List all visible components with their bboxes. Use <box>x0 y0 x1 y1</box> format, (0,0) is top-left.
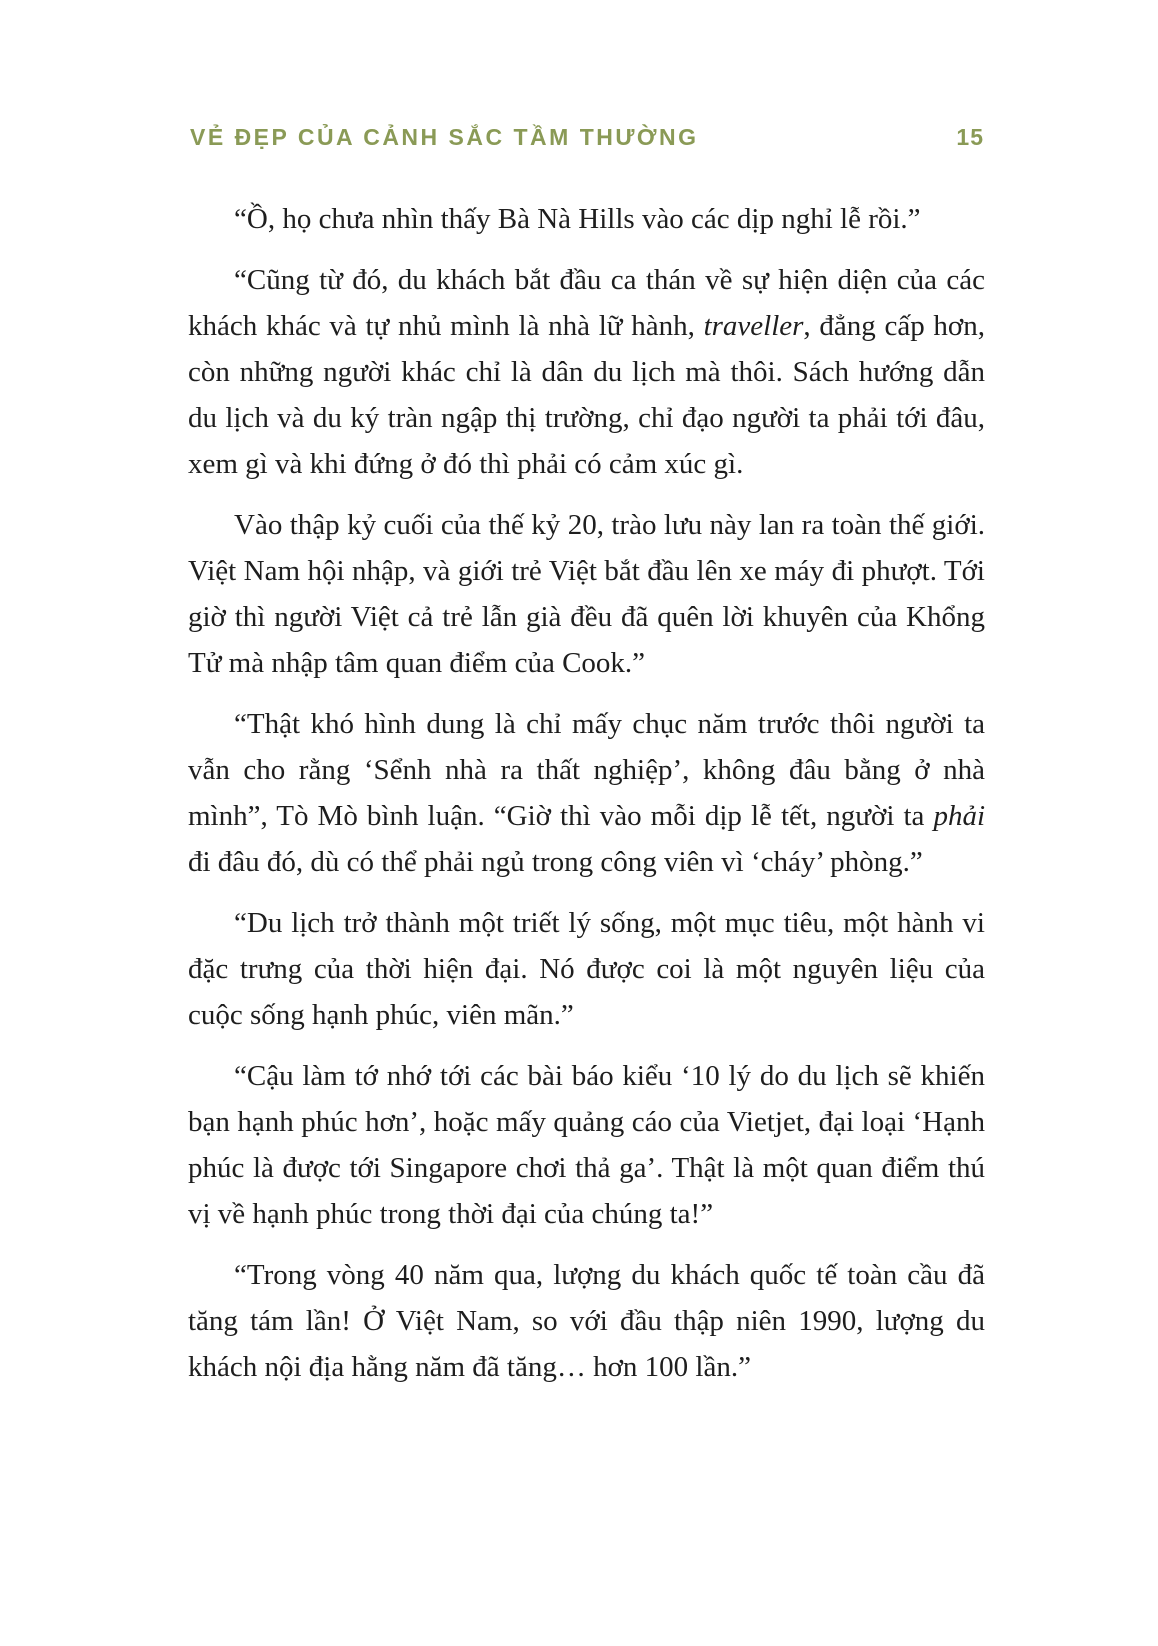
page-number: 15 <box>956 124 984 150</box>
paragraph <box>188 900 985 1038</box>
paragraph <box>188 1053 985 1237</box>
text-segment: đi đâu đó, dù có thể phải ngủ trong công viên vì ‘cháy’ phòng.” <box>188 846 923 878</box>
running-head <box>190 124 984 151</box>
paragraph <box>188 701 985 885</box>
paragraph <box>188 1252 985 1390</box>
italic-text-segment: phải <box>933 800 985 832</box>
text-segment: “Thật khó hình dung là chỉ mấy chục năm trước thôi người ta vẫn cho rằng ‘Sểnh nhà ra thất nghiệp’, không đâu bằng ở nhà mình”, Tò Mò bình luận. “Giờ thì vào mỗi dịp lễ tết, người ta <box>188 708 985 832</box>
text-segment: , đẳng cấp hơn, còn những người khác chỉ là dân du lịch mà thôi. Sách hướng dẫn du lịch và du ký tràn ngập thị trường, chỉ đạo người ta phải tới đâu, xem gì và khi đứng ở đó thì phải có cảm xúc gì. <box>188 310 986 480</box>
text-segment: “Cũng từ đó, du khách bắt đầu ca thán về sự hiện diện của các khách khác và tự nhủ mình là nhà lữ hành, <box>188 264 985 342</box>
text-segment: “Ồ, họ chưa nhìn thấy Bà Nà Hills vào các dịp nghỉ lễ rồi.” <box>234 203 921 235</box>
text-segment: “Du lịch trở thành một triết lý sống, một mục tiêu, một hành vi đặc trưng của thời hiện đại. Nó được coi là một nguyên liệu của cuộc sống hạnh phúc, viên mãn.” <box>188 907 985 1031</box>
paragraph <box>188 257 985 487</box>
text-segment: “Trong vòng 40 năm qua, lượng du khách quốc tế toàn cầu đã tăng tám lần! Ở Việt Nam, so với đầu thập niên 1990, lượng du khách nội địa hằng năm đã tăng… hơn 100 lần.” <box>188 1259 985 1383</box>
paragraph <box>188 502 985 686</box>
italic-text-segment: traveller <box>703 310 804 342</box>
chapter-title: VẺ ĐẸP CỦA CẢNH SẮC TẦM THƯỜNG <box>190 124 699 150</box>
paragraph <box>188 196 985 242</box>
text-segment: “Cậu làm tớ nhớ tới các bài báo kiểu ‘10 lý do du lịch sẽ khiến bạn hạnh phúc hơn’, hoặc mấy quảng cáo của Vietjet, đại loại ‘Hạnh phúc là được tới Singapore chơi thả ga’. Thật là một quan điểm thú vị về hạnh phúc trong thời đại của chúng ta!” <box>188 1060 985 1230</box>
text-segment: Vào thập kỷ cuối của thế kỷ 20, trào lưu này lan ra toàn thế giới. Việt Nam hội nhập, và giới trẻ Việt bắt đầu lên xe máy đi phượt. Tới giờ thì người Việt cả trẻ lẫn già đều đã quên lời khuyên của Khổng Tử mà nhập tâm quan điểm của Cook.” <box>188 509 985 679</box>
page-body <box>188 196 985 1390</box>
